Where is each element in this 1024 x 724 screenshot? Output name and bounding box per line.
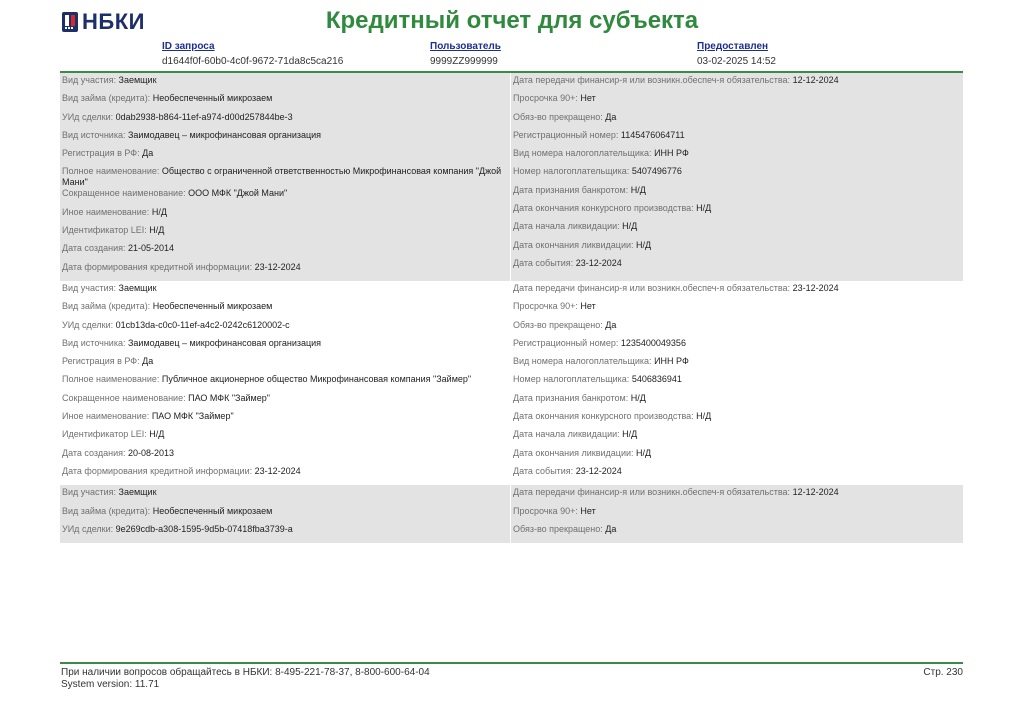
- field-label: Полное наименование:: [62, 374, 160, 385]
- record-field: [62, 466, 508, 484]
- field-value: Н/Д: [636, 239, 652, 250]
- field-value: 23-12-2024: [575, 257, 622, 268]
- record-field: [513, 429, 960, 447]
- record-field: [513, 301, 960, 319]
- field-value: 23-12-2024: [792, 282, 839, 293]
- record-field: [62, 262, 508, 280]
- record-field: [513, 506, 960, 524]
- field-label: Регистрация в РФ:: [62, 356, 140, 367]
- field-value: 01cb13da-c0c0-11ef-a4c2-0242c6120002-c: [115, 319, 290, 330]
- field-label: Просрочка 90+:: [513, 93, 578, 104]
- field-label: Обяз-во прекращено:: [513, 319, 603, 330]
- field-label: Вид участия:: [62, 282, 116, 293]
- field-label: Вид участия:: [62, 487, 116, 498]
- field-value: 9e269cdb-a308-1595-9d5b-07418fba3739-a: [115, 523, 293, 534]
- field-label: Регистрационный номер:: [513, 337, 619, 348]
- field-value: Н/Д: [151, 206, 167, 217]
- field-label: УИд сделки:: [62, 319, 114, 330]
- record-column-left: [60, 73, 511, 281]
- field-value: Н/Д: [622, 429, 638, 440]
- field-label: Дата начала ликвидации:: [513, 429, 620, 440]
- record-field: [513, 283, 960, 301]
- field-label: Дата передачи финансир-я или возникн.обеспеч-я обязательства:: [513, 282, 791, 293]
- record-field: [513, 203, 960, 221]
- field-value: Заемщик: [118, 282, 157, 293]
- field-value: 23-12-2024: [254, 465, 301, 476]
- record-field: [513, 448, 960, 466]
- field-value: Заимодавец – микрофинансовая организация: [127, 337, 322, 348]
- record-column-left: [60, 485, 511, 543]
- record-field: [62, 374, 508, 392]
- field-label: Номер налогоплательщика:: [513, 166, 630, 177]
- field-value: ИНН РФ: [654, 356, 689, 367]
- record-field: [62, 148, 508, 166]
- field-value: 20-08-2013: [128, 447, 175, 458]
- field-value: 21-05-2014: [128, 243, 175, 254]
- record-field: [513, 75, 960, 93]
- field-value: Необеспеченный микрозаем: [152, 93, 273, 104]
- field-value: ПАО МФК "Займер": [151, 411, 234, 422]
- credit-record: [60, 281, 963, 485]
- field-value: Публичное акционерное общество Микрофинансовая компания "Займер": [161, 374, 472, 385]
- record-field: [62, 166, 508, 188]
- field-label: Вид источника:: [62, 129, 126, 140]
- record-field: [62, 130, 508, 148]
- field-value: 12-12-2024: [792, 487, 839, 498]
- field-label: Обяз-во прекращено:: [513, 111, 603, 122]
- field-label: Регистрационный номер:: [513, 129, 619, 140]
- field-value: Заимодавец – микрофинансовая организация: [127, 129, 322, 140]
- field-value: Да: [605, 319, 617, 330]
- field-label: Регистрация в РФ:: [62, 148, 140, 159]
- field-value: Да: [142, 356, 154, 367]
- record-field: [513, 185, 960, 203]
- field-value: ИНН РФ: [654, 148, 689, 159]
- record-field: [513, 466, 960, 484]
- field-label: Вид номера налогоплательщика:: [513, 148, 652, 159]
- record-field: [513, 338, 960, 356]
- field-label: Вид участия:: [62, 75, 116, 85]
- record-column-left: [60, 281, 511, 485]
- record-field: [513, 487, 960, 505]
- record-field: [513, 393, 960, 411]
- record-field: [62, 243, 508, 261]
- field-value: Н/Д: [622, 221, 638, 232]
- field-label: Просрочка 90+:: [513, 505, 578, 516]
- field-value: 23-12-2024: [254, 261, 301, 272]
- record-field: [62, 283, 508, 301]
- field-value: 23-12-2024: [575, 465, 622, 476]
- record-field: [62, 506, 508, 524]
- field-value: Н/Д: [149, 225, 165, 236]
- field-value: Н/Д: [630, 392, 646, 403]
- record-field: [62, 301, 508, 319]
- record-field: [62, 188, 508, 206]
- record-field: [513, 524, 960, 542]
- record-field: [62, 93, 508, 111]
- field-label: Вид займа (кредита):: [62, 505, 151, 516]
- record-field: [62, 225, 508, 243]
- record-column-right: [511, 73, 962, 281]
- request-id-block: [162, 41, 343, 67]
- record-field: [62, 356, 508, 374]
- credit-records: [60, 73, 963, 543]
- record-field: [62, 448, 508, 466]
- field-value: Да: [605, 523, 617, 534]
- field-value: Н/Д: [149, 429, 165, 440]
- field-label: Иное наименование:: [62, 206, 150, 217]
- field-label: Дата формирования кредитной информации:: [62, 261, 253, 272]
- field-label: Иное наименование:: [62, 411, 150, 422]
- field-label: Дата окончания ликвидации:: [513, 239, 634, 250]
- field-value: Да: [605, 111, 617, 122]
- field-value: 5407496776: [631, 166, 682, 177]
- field-value: Н/Д: [636, 447, 652, 458]
- field-value: Н/Д: [630, 184, 646, 195]
- field-value: Нет: [580, 505, 596, 516]
- field-value: Необеспеченный микрозаем: [152, 505, 273, 516]
- record-field: [513, 411, 960, 429]
- footer-contact: При наличии вопросов обращайтесь в НБКИ: 8-495-221-78-37, 8-800-600-64-04: [61, 667, 430, 678]
- user-value: 9999ZZ999999: [430, 56, 498, 67]
- record-field: [62, 75, 508, 93]
- field-value: Нет: [580, 301, 596, 312]
- record-field: [62, 320, 508, 338]
- field-label: Дата формирования кредитной информации:: [62, 465, 253, 476]
- field-label: Дата начала ликвидации:: [513, 221, 620, 232]
- footer: [61, 667, 430, 691]
- record-field: [62, 487, 508, 505]
- record-field: [513, 130, 960, 148]
- field-label: Обяз-во прекращено:: [513, 523, 603, 534]
- record-field: [513, 112, 960, 130]
- field-label: Вид источника:: [62, 337, 126, 348]
- field-value: ООО МФК "Джой Мани": [188, 188, 288, 199]
- field-value: Необеспеченный микрозаем: [152, 301, 273, 312]
- record-column-right: [511, 485, 962, 543]
- field-value: 0dab2938-b864-11ef-a974-d00d257844be-3: [115, 111, 293, 122]
- record-field: [62, 429, 508, 447]
- field-label: Дата окончания ликвидации:: [513, 447, 634, 458]
- record-field: [513, 258, 960, 276]
- page-number: Стр. 230: [923, 667, 963, 678]
- credit-record: [60, 73, 963, 281]
- request-id-value: d1644f0f-60b0-4c0f-9672-71da8c5ca216: [162, 56, 344, 67]
- record-field: [62, 112, 508, 130]
- record-field: [513, 356, 960, 374]
- record-field: [513, 240, 960, 258]
- record-column-right: [511, 281, 962, 485]
- field-value: Общество с ограниченной ответственностью Микрофинансовая компания "Джой Мани": [62, 166, 502, 188]
- field-label: Дата окончания конкурсного производства:: [513, 203, 694, 214]
- field-value: Н/Д: [696, 203, 712, 214]
- record-field: [513, 320, 960, 338]
- provided-value: 03-02-2025 14:52: [697, 56, 776, 67]
- footer-divider: [60, 662, 963, 664]
- footer-version: System version: 11.71: [61, 679, 160, 690]
- provided-label: Предоставлен: [697, 41, 769, 52]
- user-block: [430, 41, 501, 67]
- record-field: [513, 374, 960, 392]
- field-value: Н/Д: [696, 411, 712, 422]
- field-label: Дата создания:: [62, 243, 126, 254]
- record-field: [62, 524, 508, 542]
- field-value: 1145476064711: [620, 129, 685, 140]
- field-value: Заемщик: [118, 487, 157, 498]
- field-label: Вид займа (кредита):: [62, 93, 151, 104]
- field-label: Дата передачи финансир-я или возникн.обеспеч-я обязательства:: [513, 75, 791, 85]
- field-label: Вид номера налогоплательщика:: [513, 356, 652, 367]
- record-field: [513, 93, 960, 111]
- record-field: [513, 166, 960, 184]
- field-value: Заемщик: [118, 75, 157, 85]
- field-value: Нет: [580, 93, 596, 104]
- field-label: Номер налогоплательщика:: [513, 374, 630, 385]
- field-label: Сокращенное наименование:: [62, 188, 186, 199]
- field-label: Дата создания:: [62, 447, 126, 458]
- field-label: Дата признания банкротом:: [513, 392, 629, 403]
- field-label: Просрочка 90+:: [513, 301, 578, 312]
- record-field: [513, 221, 960, 239]
- provided-block: [697, 41, 776, 67]
- field-label: Дата события:: [513, 465, 574, 476]
- field-label: Идентификатор LEI:: [62, 429, 147, 440]
- field-label: Дата передачи финансир-я или возникн.обеспеч-я обязательства:: [513, 487, 791, 498]
- field-value: 1235400049356: [620, 337, 686, 348]
- field-label: УИд сделки:: [62, 111, 114, 122]
- record-field: [62, 411, 508, 429]
- record-field: [513, 148, 960, 166]
- record-field: [62, 393, 508, 411]
- field-value: 12-12-2024: [792, 75, 839, 85]
- field-value: ПАО МФК "Займер": [188, 392, 270, 403]
- request-id-label: ID запроса: [162, 41, 215, 52]
- record-field: [62, 207, 508, 225]
- field-label: Дата признания банкротом:: [513, 184, 629, 195]
- credit-record: [60, 485, 963, 543]
- logo-text: НБКИ: [82, 9, 145, 34]
- field-label: Вид займа (кредита):: [62, 301, 151, 312]
- field-value: Да: [142, 148, 154, 159]
- field-label: Идентификатор LEI:: [62, 225, 147, 236]
- record-field: [62, 338, 508, 356]
- field-label: Полное наименование:: [62, 166, 160, 177]
- field-label: Дата события:: [513, 257, 574, 268]
- report-title: Кредитный отчет для субъекта: [325, 7, 699, 34]
- user-label: Пользователь: [430, 41, 501, 52]
- field-label: Сокращенное наименование:: [62, 392, 186, 403]
- field-label: Дата окончания конкурсного производства:: [513, 411, 694, 422]
- field-label: УИд сделки:: [62, 523, 114, 534]
- field-value: 5406836941: [631, 374, 682, 385]
